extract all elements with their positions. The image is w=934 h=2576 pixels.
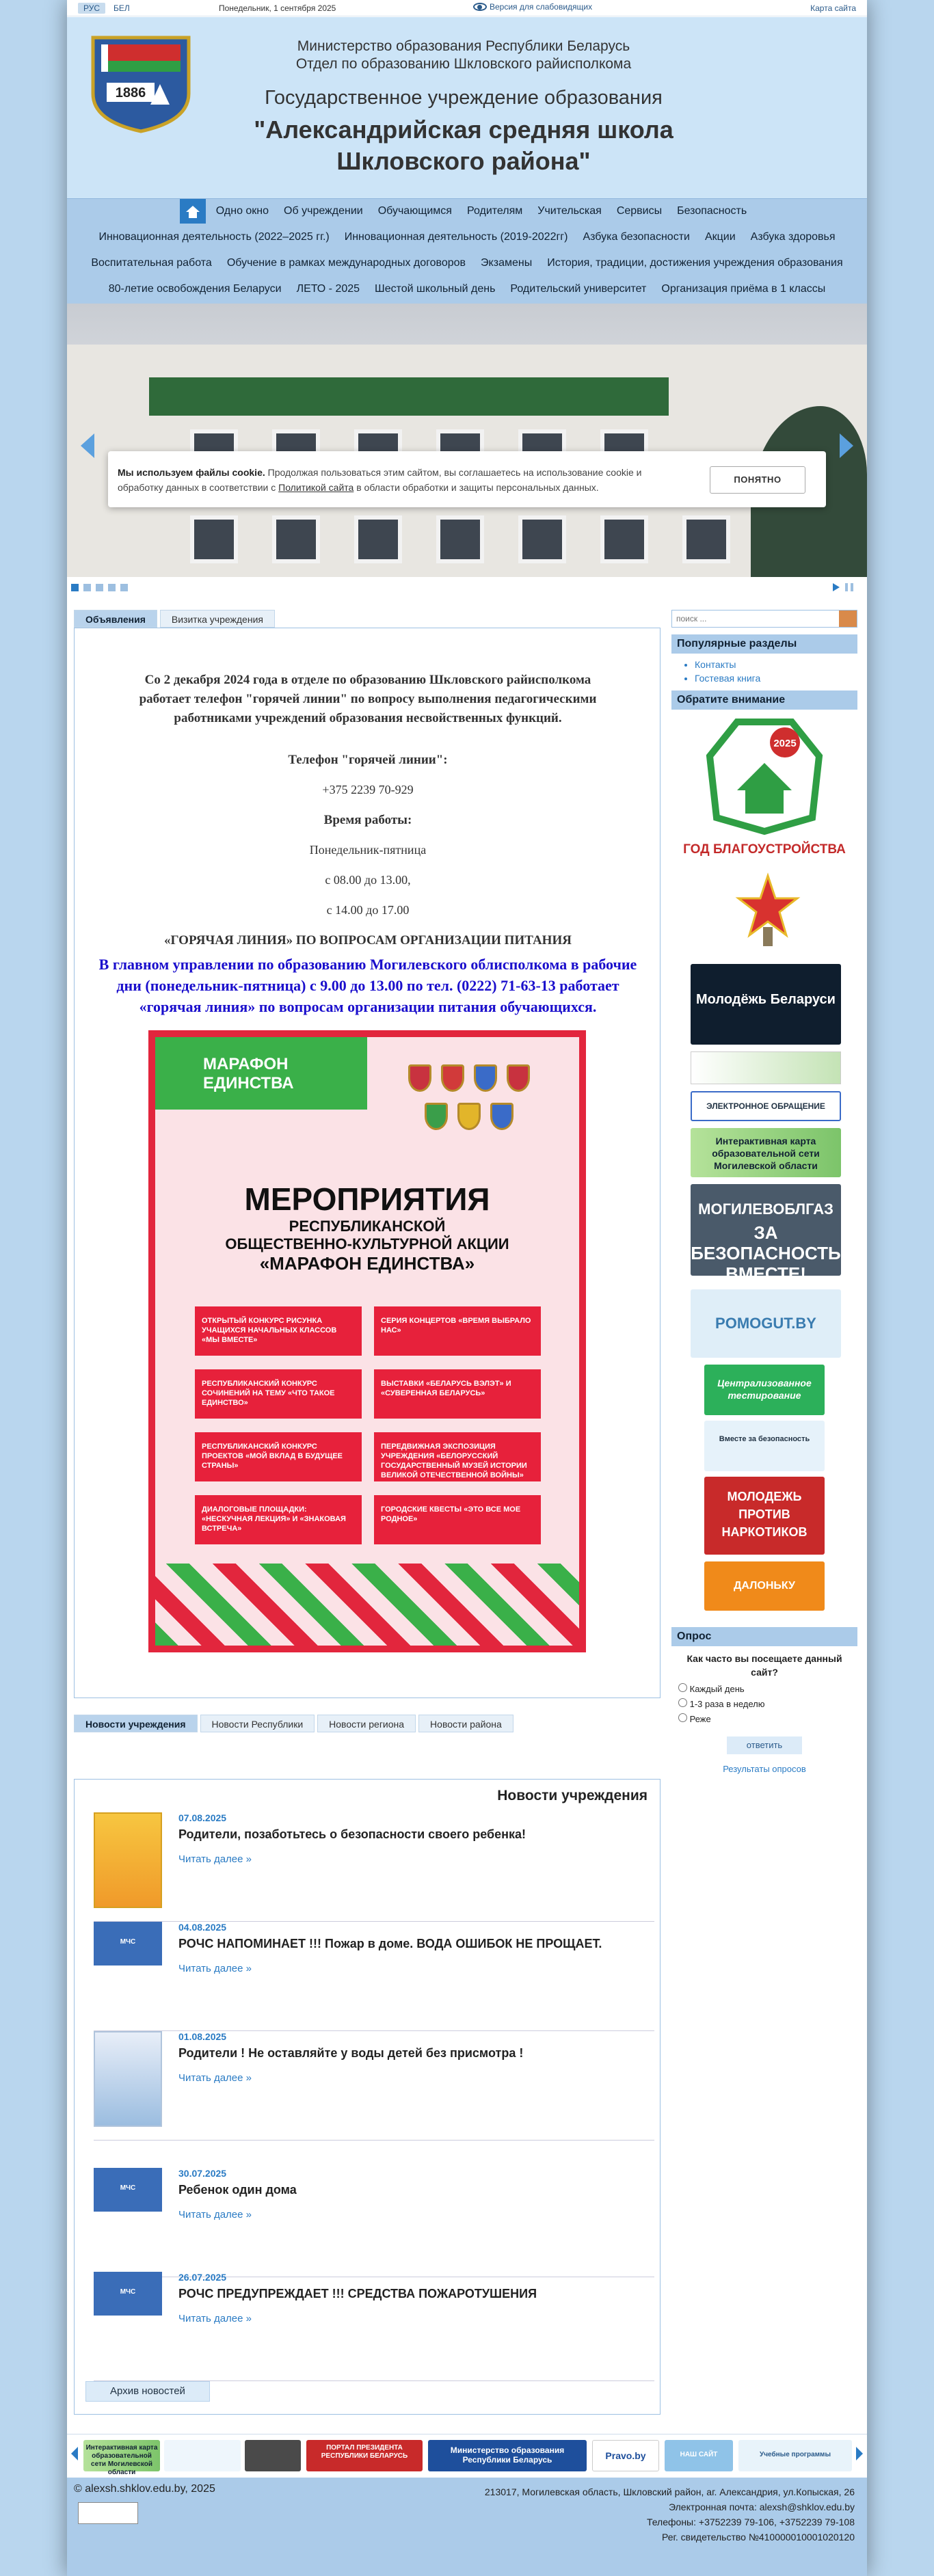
poll-radio[interactable] [678, 1698, 687, 1707]
poster-item: ВЫСТАВКИ «БЕЛАРУСЬ ВЭЛЭТ» И «СУВЕРЕННАЯ БЕЛАРУСЬ» [374, 1369, 541, 1419]
nav-item[interactable]: Инновационная деятельность (2019-2022гг) [344, 231, 568, 243]
nav-item[interactable]: Обучающимся [377, 205, 452, 217]
news-item[interactable] [94, 2272, 654, 2381]
poster-item: ГОРОДСКИЕ КВЕСТЫ «ЭТО ВСЕ МОЕ РОДНОЕ» [374, 1495, 541, 1544]
poll-submit-button[interactable]: ответить [727, 1736, 802, 1754]
news-item[interactable] [94, 1812, 654, 1922]
read-more-link[interactable]: Читать далее » [178, 2209, 252, 2221]
poll-results-link[interactable]: Результаты опросов [723, 1764, 806, 1774]
nav-row-1 [67, 199, 867, 224]
hotline-label: Телефон "горячей линии": [288, 753, 448, 767]
attention-heading: Обратите внимание [671, 690, 857, 710]
lang-by-button[interactable]: БЕЛ [114, 3, 130, 13]
announcements-panel [74, 628, 661, 1698]
cookie-notice [108, 451, 826, 507]
mchs-thumbnail[interactable] [94, 2272, 162, 2316]
mchs-label: МЧС [120, 2184, 136, 2192]
poster-item: СЕРИЯ КОНЦЕРТОВ «ВРЕМЯ ВЫБРАЛО НАС» [374, 1306, 541, 1356]
popular-links [671, 654, 857, 685]
nav-item[interactable]: Азбука безопасности [583, 231, 690, 243]
slider-dot[interactable] [83, 584, 91, 591]
tab-republic-news[interactable]: Новости Республики [200, 1715, 315, 1732]
read-more-link[interactable]: Читать далее » [178, 1963, 252, 1974]
slider-play-icon[interactable] [831, 582, 856, 592]
nav-row-3 [67, 251, 867, 276]
footer-banner-map[interactable]: Интерактивная карта образовательной сети Могилевской области [83, 2440, 160, 2471]
photo-slider[interactable] [67, 304, 867, 577]
school-name-line2: Шкловского района" [336, 147, 591, 175]
footer-banner-president[interactable]: ПОРТАЛ ПРЕЗИДЕНТА РЕСПУБЛИКИ БЕЛАРУСЬ [306, 2440, 423, 2471]
nav-item[interactable]: Экзамены [481, 257, 533, 269]
cookie-text: Продолжая пользоваться этим сайтом, вы соглашаетесь на использование cookie и обработку данных в соответствии с [118, 467, 642, 493]
slider-prev-icon[interactable] [81, 433, 94, 458]
poster-item: ОТКРЫТЫЙ КОНКУРС РИСУНКА УЧАЩИХСЯ НАЧАЛЬНЫХ КЛАССОВ «МЫ ВМЕСТЕ» [195, 1306, 362, 1356]
nav-item[interactable]: Акции [704, 231, 736, 243]
page [67, 0, 867, 2576]
region-emblem-icon [441, 1064, 464, 1092]
home-icon[interactable] [180, 199, 206, 224]
news-item[interactable] [94, 2168, 654, 2277]
window [354, 515, 402, 563]
region-emblem-icon [490, 1103, 513, 1130]
nav-row-4 [67, 277, 867, 301]
slider-dot[interactable] [108, 584, 116, 591]
ministry-line: Министерство образования Республики Беларусь [297, 38, 630, 54]
window [518, 515, 566, 563]
banners-prev-icon[interactable] [71, 2447, 78, 2460]
footer-contacts [485, 2484, 855, 2545]
news-panel [74, 1779, 661, 2415]
safety-together-banner[interactable] [691, 1184, 841, 1284]
mchs-thumbnail[interactable] [94, 2168, 162, 2212]
mchs-label: МЧС [120, 1938, 136, 1946]
nav-item[interactable]: Об учреждении [284, 205, 363, 217]
nav-item[interactable]: Одно окно [215, 205, 269, 217]
cookie-accept-button[interactable]: ПОНЯТНО [710, 466, 805, 494]
poll-radio[interactable] [678, 1683, 687, 1692]
lang-ru-button[interactable]: РУС [78, 3, 105, 14]
counter-icon[interactable] [78, 2502, 138, 2524]
nav-row-2 [67, 225, 867, 250]
roof [149, 377, 669, 416]
slider-dot[interactable] [96, 584, 103, 591]
region-emblem-icon [507, 1064, 530, 1092]
sidebar [671, 610, 857, 710]
nav-item[interactable]: Обучение в рамках международных договоров [226, 257, 466, 269]
work-days: Понедельник-пятница [309, 843, 427, 857]
poster-item: РЕСПУБЛИКАНСКИЙ КОНКУРС СОЧИНЕНИЙ НА ТЕМУ «ЧТО ТАКОЕ ЕДИНСТВО» [195, 1369, 362, 1419]
year-of-improvement-banner[interactable] [683, 715, 846, 859]
nav-item[interactable]: Родителям [466, 205, 523, 217]
news-title[interactable]: Родители ! Не оставляйте у воды детей без присмотра ! [178, 2046, 524, 2060]
read-more-link[interactable]: Читать далее » [178, 1853, 252, 1865]
eye-icon [473, 3, 487, 11]
mogilevoblgaz-label: МОГИЛЕВОБЛГАЗ [698, 1200, 833, 1218]
news-title[interactable]: РОЧС НАПОМИНАЕТ !!! Пожар в доме. ВОДА ОШИБОК НЕ ПРОЩАЕТ. [178, 1937, 602, 1950]
victory-star-banner[interactable] [737, 872, 799, 948]
food-hotline-title: «ГОРЯЧАЯ ЛИНИЯ» ПО ВОПРОСАМ ОРГАНИЗАЦИИ ПИТАНИЯ [164, 933, 572, 948]
nav-item[interactable]: Безопасность [677, 205, 747, 217]
poster-item: ПЕРЕДВИЖНАЯ ЭКСПОЗИЦИЯ УЧРЕЖДЕНИЯ «БЕЛОРУССКИЙ ГОСУДАРСТВЕННЫЙ МУЗЕЙ ИСТОРИИ ВЕЛИКОЙ ОТЕЧЕСТВЕННОЙ ВОЙНЫ» [374, 1432, 541, 1481]
nav-item[interactable]: ЛЕТО - 2025 [296, 283, 360, 295]
tab-school-card[interactable]: Визитка учреждения [160, 610, 275, 628]
window [190, 515, 238, 563]
read-more-link[interactable]: Читать далее » [178, 2072, 252, 2084]
pomogut-banner[interactable]: POMOGUT.BY [691, 1289, 841, 1358]
slider-next-icon[interactable] [840, 433, 853, 458]
poll-option[interactable] [678, 1712, 857, 1727]
guestbook-link[interactable]: • Гостевая книга [695, 671, 857, 685]
tab-region-news[interactable]: Новости региона [317, 1715, 416, 1732]
topbar [67, 0, 867, 16]
language-switch [78, 3, 135, 14]
youth-belarus-banner[interactable]: Молодёжь Беларуси [691, 964, 841, 1045]
poster-item: ДИАЛОГОВЫЕ ПЛОЩАДКИ: «НЕСКУЧНАЯ ЛЕКЦИЯ» И «ЗНАКОВАЯ ВСТРЕЧА» [195, 1495, 362, 1544]
hours-label: Время работы: [323, 813, 412, 827]
dalonku-banner[interactable]: ДАЛОНЬКУ [704, 1561, 825, 1611]
ministry-title [204, 38, 723, 73]
e-appeal-banner[interactable]: ЭЛЕКТРОННОЕ ОБРАЩЕНИЕ [691, 1091, 841, 1121]
news-item[interactable] [94, 1922, 654, 2031]
poster-item: РЕСПУБЛИКАНСКИЙ КОНКУРС ПРОЕКТОВ «МОЙ ВКЛАД В БУДУЩЕЕ СТРАНЫ» [195, 1432, 362, 1481]
cookie-text-2: в области обработки и защиты персональных данных. [356, 482, 599, 493]
news-title[interactable]: Родители, позаботьтесь о безопасности своего ребенка! [178, 1827, 526, 1841]
footer-banner-ministry[interactable]: Министерство образования Республики Беларусь [428, 2440, 587, 2471]
region-emblem-icon [474, 1064, 497, 1092]
window [682, 515, 730, 563]
site-footer [67, 2478, 867, 2576]
footer-phones: Телефоны: +3752239 79-106, +3752239 79-108 [646, 2517, 855, 2527]
poll-option[interactable] [678, 1682, 857, 1697]
news-title[interactable]: РОЧС ПРЕДУПРЕЖДАЕТ !!! СРЕДСТВА ПОЖАРОТУШЕНИЯ [178, 2287, 537, 2300]
slider-dots [67, 580, 867, 595]
footer-copyright: © alexsh.shklov.edu.by, 2025 [74, 2483, 215, 2495]
poll-option-label: Реже [689, 1714, 711, 1724]
search-box [671, 610, 857, 628]
contacts-link[interactable]: • Контакты [695, 658, 857, 671]
school-name-line1: "Александрийская средняя школа [254, 116, 673, 144]
nav-item[interactable]: Сервисы [616, 205, 663, 217]
department-line: Отдел по образованию Шкловского райисполкома [295, 56, 632, 72]
news-date: 07.08.2025 [178, 1812, 227, 1823]
poll-question: Как часто вы посещаете данный сайт? [686, 1653, 842, 1678]
nav-item[interactable]: Азбука здоровья [750, 231, 836, 243]
footer-address: 213017, Могилевская область, Шкловский район, аг. Александрия, ул.Копыская, 26 [484, 2486, 855, 2497]
youth-banner[interactable] [691, 1051, 841, 1084]
poster-title-line: ОБЩЕСТВЕННО-КУЛЬТУРНОЙ АКЦИИ [225, 1235, 509, 1252]
footer-banner-photo[interactable] [245, 2440, 301, 2471]
year-number: 2025 [773, 738, 797, 749]
popular-sections-heading: Популярные разделы [671, 634, 857, 654]
nav-item[interactable]: Организация приёма в 1 классы [661, 283, 826, 295]
poster-title [155, 1181, 579, 1274]
work-hours-2: с 14.00 до 17.00 [326, 903, 410, 917]
tab-district-news[interactable]: Новости района [418, 1715, 513, 1732]
footer-registration: Рег. свидетельство №410000010001020120 [661, 2532, 855, 2543]
central-testing-banner[interactable]: Централизованное тестирование [704, 1365, 825, 1415]
nav-item[interactable]: Родительский университет [510, 283, 647, 295]
nav-item[interactable]: Инновационная деятельность (2022–2025 гг.) [98, 231, 330, 243]
nav-item[interactable]: 80-летие освобождения Беларуси [108, 283, 282, 295]
search-input[interactable] [672, 611, 836, 627]
main-tabs [74, 610, 275, 628]
year-label: ГОД БЛАГОУСТРОЙСТВА [683, 842, 846, 857]
mchs-thumbnail[interactable] [94, 1922, 162, 1965]
region-emblem-icon [425, 1103, 448, 1130]
poster-title-line: МЕРОПРИЯТИЯ [244, 1181, 490, 1217]
site-header [67, 17, 867, 198]
poll-option[interactable] [678, 1697, 857, 1712]
poster-ornament [155, 1564, 579, 1646]
interactive-map-banner[interactable]: Интерактивная карта образовательной сети Могилевской области [691, 1128, 841, 1177]
poster-banner: МАРАФОН ЕДИНСТВА [155, 1037, 367, 1110]
current-date: Понедельник, 1 сентября 2025 [219, 3, 336, 13]
nav-item[interactable]: История, традиции, достижения учреждения образования [547, 257, 843, 269]
cookie-policy-link[interactable]: Политикой сайта [278, 482, 354, 493]
poll-options [671, 1682, 857, 1727]
tab-announcements[interactable]: Объявления [74, 610, 157, 628]
banners-next-icon[interactable] [856, 2447, 863, 2460]
window [600, 515, 648, 563]
news-title[interactable]: Ребенок один дома [178, 2183, 297, 2197]
food-hotline-text: В главном управлении по образованию Могилевского облисполкома в рабочие дни (понедельник-пятница) с 9.00 до 13.00 по тел. (0222) 71-63-13 работает «горячая линия» по вопросам организации питания обучающихся. [98, 956, 637, 1015]
region-emblem-icon [457, 1103, 481, 1130]
poster-title-line: РЕСПУБЛИКАНСКОЙ [289, 1218, 446, 1235]
work-hours-1: с 08.00 до 13.00, [325, 873, 411, 887]
news-thumbnail[interactable] [94, 2031, 162, 2127]
news-date: 04.08.2025 [178, 1922, 227, 1933]
footer-email[interactable]: Электронная почта: alexsh@shklov.edu.by [669, 2501, 855, 2512]
poll-radio[interactable] [678, 1713, 687, 1722]
low-vision-link[interactable] [473, 2, 592, 12]
hotline-phone: +375 2239 70-929 [322, 783, 414, 796]
school-name [204, 114, 723, 177]
news-heading: Новости учреждения [497, 1788, 648, 1803]
footer-banners [67, 2434, 867, 2475]
footer-banner-pravo[interactable]: Pravo.by [592, 2440, 659, 2471]
window [272, 515, 320, 563]
sitemap-link[interactable]: Карта сайта [810, 3, 856, 13]
nav-item[interactable]: Воспитательная работа [91, 257, 212, 269]
low-vision-label: Версия для слабовидящих [490, 2, 593, 12]
footer-banner-our-site[interactable]: НАШ САЙТ [665, 2440, 733, 2471]
news-archive-button[interactable]: Архив новостей [85, 2381, 210, 2402]
tab-school-news[interactable]: Новости учреждения [74, 1715, 198, 1732]
emblem-year: 1886 [115, 85, 146, 100]
search-icon[interactable] [839, 611, 857, 627]
nav-item[interactable]: Шестой школьный день [375, 283, 496, 295]
footer-banner-youth[interactable] [164, 2440, 241, 2471]
slider-dot[interactable] [120, 584, 128, 591]
region-emblem-icon [408, 1064, 431, 1092]
mchs-label: МЧС [120, 2288, 136, 2296]
main-nav [67, 198, 867, 304]
news-thumbnail[interactable] [94, 1812, 162, 1908]
poll [671, 1627, 857, 1774]
safety-label: ЗА БЕЗОПАСНОСТЬ ВМЕСТЕ! [691, 1222, 841, 1284]
attention-banners [671, 711, 857, 1620]
school-emblem-icon[interactable] [86, 32, 196, 133]
read-more-link[interactable]: Читать далее » [178, 2313, 252, 2324]
safety-banner[interactable]: Вместе за безопасность [704, 1421, 825, 1471]
news-date: 01.08.2025 [178, 2031, 227, 2042]
footer-banner-programs[interactable]: Учебные программы [738, 2440, 852, 2471]
news-item[interactable] [94, 2031, 654, 2141]
poll-option-label: 1-3 раза в неделю [689, 1699, 765, 1709]
poster-title-line: «МАРАФОН ЕДИНСТВА» [259, 1253, 475, 1274]
org-type: Государственное учреждение образования [265, 87, 663, 109]
cookie-bold: Мы используем файлы cookie. [118, 467, 265, 478]
window [436, 515, 484, 563]
poll-option-label: Каждый день [689, 1684, 745, 1694]
news-date: 30.07.2025 [178, 2168, 227, 2179]
slider-dot[interactable] [71, 584, 79, 591]
marathon-poster[interactable] [148, 1030, 586, 1652]
poll-heading: Опрос [671, 1627, 857, 1646]
announcement-text: Со 2 декабря 2024 года в отделе по образованию Шкловского райисполкома работает телефон "горячей линии" по вопросу выполнения педагогическими работниками учреждений образования несвойственных функций. [139, 673, 597, 725]
news-tabs [74, 1715, 513, 1732]
youth-against-drugs-banner[interactable]: МОЛОДЕЖЬ ПРОТИВ НАРКОТИКОВ [704, 1477, 825, 1555]
news-date: 26.07.2025 [178, 2272, 227, 2283]
nav-item[interactable]: Учительская [537, 205, 602, 217]
